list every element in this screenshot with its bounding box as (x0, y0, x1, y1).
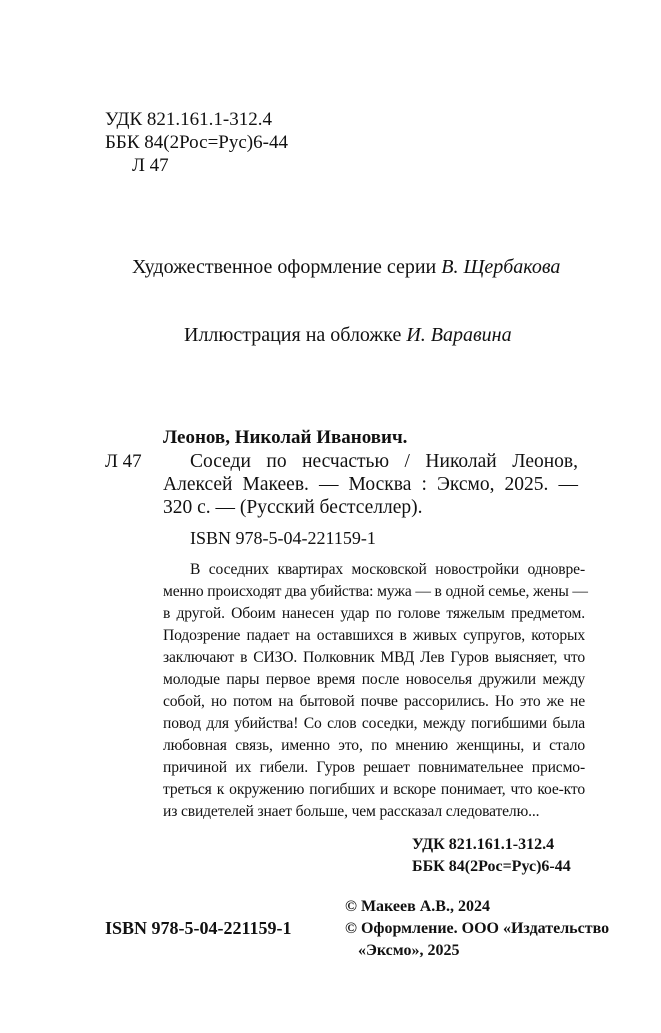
annotation-line: В соседних квартирах московской новостройки одновре- (190, 561, 585, 578)
bottom-udk-code: УДК 821.161.1-312.4 (412, 836, 555, 853)
cover-illustration-prefix: Иллюстрация на обложке (184, 324, 407, 346)
series-design-credit (132, 256, 560, 279)
annotation-line: в другой. Обоим нанесен удар по голове тяжелым предметом. (163, 605, 585, 622)
annotation-line: из свидетелей знает больше, чем рассказал следователю... (163, 803, 540, 820)
annotation-line: любовная связь, именно это, по мнению женщины, и стало (163, 737, 585, 754)
catalog-description-line: 320 с. — (Русский бестселлер). (163, 497, 423, 518)
series-designer-name: В. Щербакова (441, 256, 561, 278)
catalog-description-line: Алексей Макеев. — Москва : Эксмо, 2025. — (163, 474, 578, 495)
catalog-mark: Л 47 (105, 451, 142, 472)
annotation-line: менно происходят два убийства: мужа — в одной семье, жены — (163, 583, 588, 600)
catalog-description-line: Соседи по несчастью / Николай Леонов, (190, 451, 578, 472)
copyright-design: © Оформление. ООО «Издательство (345, 920, 610, 937)
copyright-design-cont: «Эксмо», 2025 (358, 942, 460, 959)
udk-code: УДК 821.161.1-312.4 (105, 109, 272, 130)
cover-illustration-credit (184, 324, 512, 347)
annotation-line: повод для убийства! Со слов соседки, между погибшими была (163, 715, 585, 732)
footer-isbn: ISBN 978-5-04-221159-1 (105, 918, 292, 938)
bottom-bbk-code: ББК 84(2Рос=Рус)6-44 (412, 858, 571, 875)
cover-illustrator-name: И. Варавина (406, 324, 512, 346)
annotation-line: молодые пары первое время после новоселья дружили между (163, 671, 585, 688)
annotation-line: собой, но потом на бытовой почве рассорились. Но это же не (163, 693, 585, 710)
annotation-line: Подозрение падает на оставшихся в живых супругов, которых (163, 627, 585, 644)
series-design-prefix: Художественное оформление серии (132, 256, 442, 278)
author-mark: Л 47 (132, 155, 169, 176)
bbk-code: ББК 84(2Рос=Рус)6-44 (105, 132, 288, 153)
annotation-line: заключают в СИЗО. Полковник МВД Лев Гуров выясняет, что (163, 649, 585, 666)
annotation-line: треться к окружению погибших и вскоре понимает, что кое-кто (163, 781, 585, 798)
copyright-author: © Макеев А.В., 2024 (345, 898, 490, 915)
catalog-isbn: ISBN 978-5-04-221159-1 (190, 528, 376, 548)
catalog-heading: Леонов, Николай Иванович. (163, 427, 408, 448)
annotation-line: причиной их гибели. Гуров решает повнимательнее присмо- (163, 759, 585, 776)
